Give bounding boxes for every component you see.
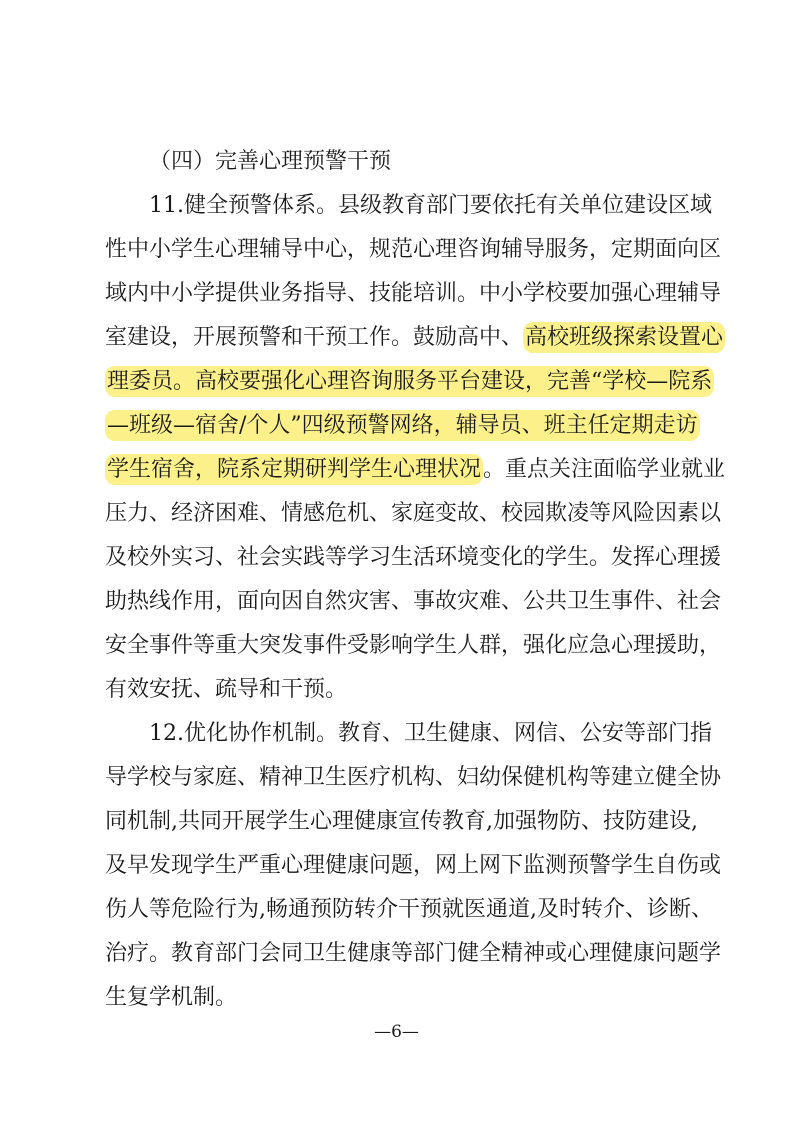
section-heading: （四）完善心理预警干预 bbox=[149, 149, 392, 174]
paragraph-line: 及校外实习、社会实践等学习生活环境变化的学生。发挥心理援 bbox=[105, 545, 722, 570]
page-number: —6— bbox=[374, 1022, 419, 1042]
paragraph-line: 11.健全预警体系。县级教育部门要依托有关单位建设区域 bbox=[149, 193, 712, 218]
paragraph-line: 及早发现学生严重心理健康问题，网上网下监测预警学生自伤或 bbox=[105, 853, 722, 878]
paragraph-line: 压力、经济困难、情感危机、家庭变故、校园欺凌等风险因素以 bbox=[105, 501, 722, 526]
paragraph-line bbox=[105, 316, 724, 360]
paragraph-line: 安全事件等重大突发事件受影响学生人群，强化应急心理援助， bbox=[105, 633, 722, 658]
paragraph-line bbox=[105, 448, 726, 492]
paragraph-line: 同机制,共同开展学生心理健康宣传教育,加强物防、技防建设, bbox=[105, 809, 698, 834]
paragraph-line: 伤人等危险行为,畅通预防转介干预就医通道,及时转介、诊断、 bbox=[105, 897, 713, 922]
highlighted-text: 理委员。高校要强化心理咨询服务平台建设，完善“学校—院系 bbox=[105, 366, 714, 397]
paragraph-line bbox=[105, 360, 713, 404]
paragraph-line: 治疗。教育部门会同卫生健康等部门健全精神或心理健康问题学 bbox=[105, 941, 722, 966]
paragraph-line: 域内中小学提供业务指导、技能培训。中小学校要加强心理辅导 bbox=[105, 281, 722, 306]
highlighted-text: 高校班级探索设置心 bbox=[523, 322, 725, 353]
line-segment: 室建设，开展预警和干预工作。鼓励高中、 bbox=[105, 325, 524, 350]
paragraph-line: 性中小学生心理辅导中心，规范心理咨询辅导服务，定期面向区 bbox=[105, 237, 722, 262]
highlighted-text: 学生宿舍，院系定期研判学生心理状况 bbox=[105, 454, 483, 485]
paragraph-line bbox=[105, 404, 698, 448]
paragraph-line: 助热线作用，面向因自然灾害、事故灾难、公共卫生事件、社会 bbox=[105, 589, 722, 614]
line-segment: 。重点关注面临学业就业 bbox=[483, 457, 726, 482]
paragraph-line: 导学校与家庭、精神卫生医疗机构、妇幼保健机构等建立健全协 bbox=[105, 765, 722, 790]
paragraph-line: 生复学机制。 bbox=[105, 985, 238, 1010]
highlighted-text: —班级—宿舍/个人”四级预警网络，辅导员、班主任定期走访 bbox=[105, 410, 700, 441]
paragraph-line: 12.优化协作机制。教育、卫生健康、网信、公安等部门指 bbox=[149, 721, 712, 746]
paragraph-line: 有效安抚、疏导和干预。 bbox=[105, 677, 348, 702]
